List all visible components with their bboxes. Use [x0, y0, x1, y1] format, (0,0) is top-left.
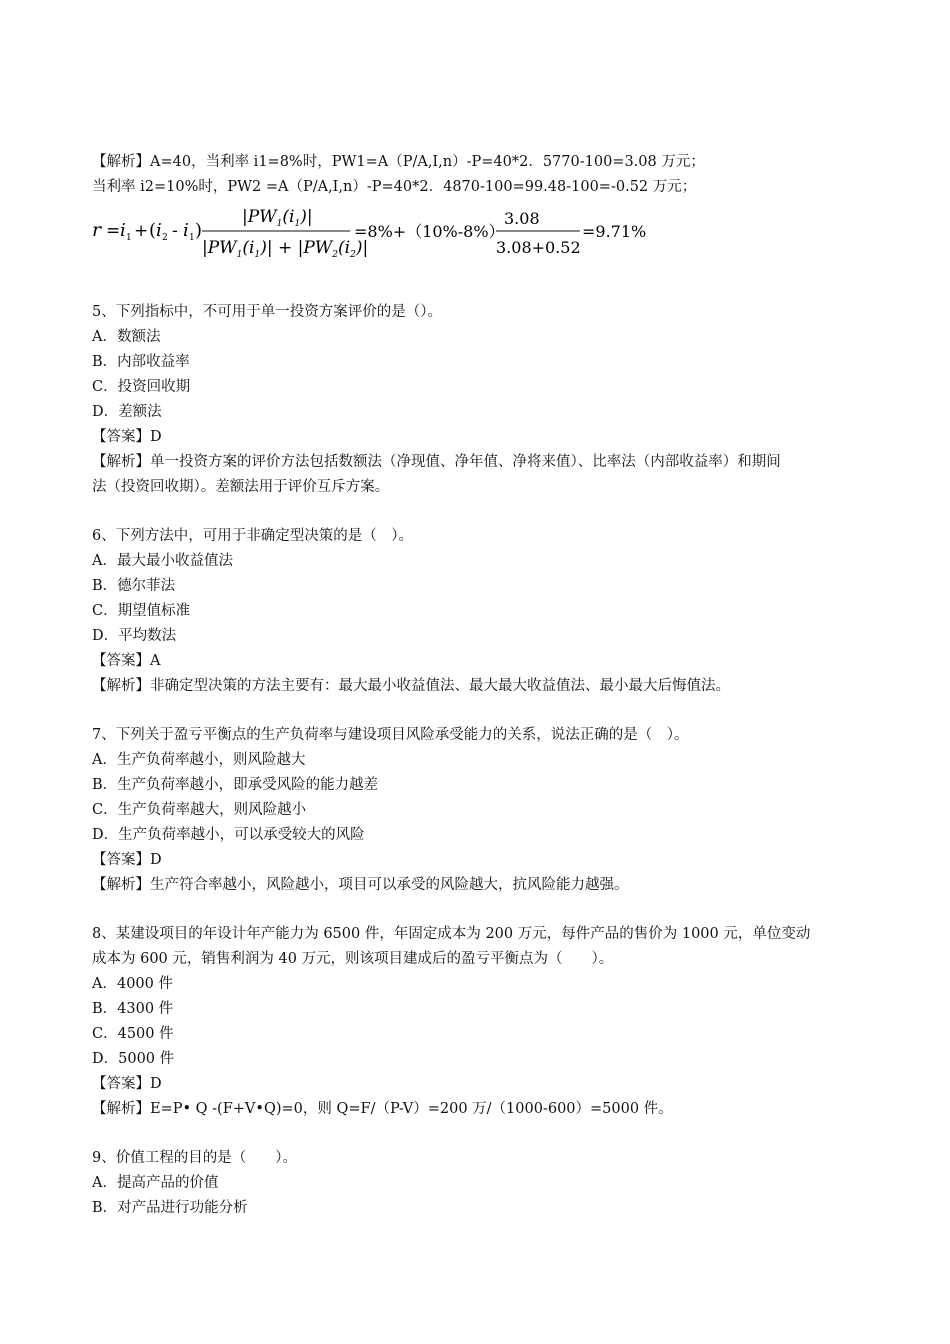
irr-formula — [92, 198, 712, 268]
question-6-option-c: C．期望值标准 — [92, 603, 191, 619]
formula-paren: ) — [195, 220, 203, 241]
question-8-option-a: A．4000 件 — [92, 976, 173, 992]
formula-i1: i — [120, 220, 126, 241]
question-5-option-a: A．数额法 — [92, 329, 161, 345]
question-9-option-a: A．提高产品的价值 — [92, 1175, 219, 1191]
question-7-analysis-1: 【解析】生产符合率越小，风险越小，项目可以承受的风险越大，抗风险能力越强。 — [92, 877, 629, 893]
question-7-option-d: D．生产负荷率越小，可以承受较大的风险 — [92, 827, 365, 843]
formula-i2: i — [156, 220, 162, 241]
question-6-answer: 【答案】A — [92, 653, 161, 669]
question-6-option-b: B．德尔菲法 — [92, 578, 176, 594]
question-8-stem-2: 成本为 600 元，销售利润为 40 万元，则该项目建成后的盈亏平衡点为（ ）。 — [92, 951, 614, 967]
question-5-stem: 5、下列指标中，不可用于单一投资方案评价的是（）。 — [92, 304, 442, 320]
question-5-analysis-1: 【解析】单一投资方案的评价方法包括数额法（净现值、净年值、净将来值）、比率法（内部收益率）和期间 — [92, 454, 781, 470]
question-5-answer: 【答案】D — [92, 429, 162, 445]
question-8-analysis-1: 【解析】E=P• Q -(F+V•Q)=0，则 Q=F/（P-V）=200 万/（1000-600）=5000 件。 — [92, 1101, 673, 1117]
question-7-option-c: C．生产负荷率越大，则风险越小 — [92, 802, 307, 818]
formula-r: r — [92, 219, 102, 241]
formula-pw-num: $|PW_1(i_1)|$ — [242, 207, 313, 229]
formula-frac-den: 3.08+0.52 — [496, 238, 581, 257]
formula-pw-den: $|PW_1(i_1)| + |PW_2(i_2)|$ — [202, 238, 369, 260]
question-5-analysis-2: 法（投资回收期）。差额法用于评价互斥方案。 — [92, 479, 390, 495]
question-8-stem-1: 8、某建设项目的年设计年产能力为 6500 件，年固定成本为 200 万元，每件产品的售价为 1000 元，单位变动 — [92, 926, 811, 942]
question-9-option-b: B．对产品进行功能分析 — [92, 1200, 248, 1216]
formula-mid: =8%+（10%-8%） — [354, 222, 505, 241]
formula-i1b: i — [183, 220, 189, 241]
question-5-option-b: B．内部收益率 — [92, 354, 190, 370]
question-8-option-c: C．4500 件 — [92, 1026, 174, 1042]
formula-eq: = — [106, 221, 121, 241]
question-8-option-d: D．5000 件 — [92, 1051, 175, 1067]
formula-paren: ( — [149, 220, 157, 241]
question-8-option-b: B．4300 件 — [92, 1001, 174, 1017]
question-7-option-b: B．生产负荷率越小，即承受风险的能力越差 — [92, 777, 379, 793]
question-6-stem: 6、下列方法中，可用于非确定型决策的是（ ）。 — [92, 528, 413, 544]
formula-sub: 1 — [126, 233, 132, 243]
formula-result: =9.71% — [582, 222, 647, 241]
question-7-stem: 7、下列关于盈亏平衡点的生产负荷率与建设项目风险承受能力的关系，说法正确的是（ ）。 — [92, 727, 689, 743]
formula-sub: 2 — [162, 233, 168, 243]
question-7-answer: 【答案】D — [92, 852, 162, 868]
question-5-option-c: C．投资回收期 — [92, 379, 191, 395]
formula-minus: - — [172, 221, 178, 241]
intro-line-1: 【解析】A=40，当利率 i1=8%时，PW1=A（P/A,I,n）-P=40*2．5770-100=3.08 万元； — [92, 154, 705, 170]
question-7-option-a: A．生产负荷率越小，则风险越大 — [92, 752, 306, 768]
formula-sub: 1 — [189, 233, 195, 243]
question-6-option-a: A．最大最小收益值法 — [92, 553, 233, 569]
question-5-option-d: D．差额法 — [92, 404, 162, 420]
question-9-stem: 9、价值工程的目的是（ ）。 — [92, 1150, 297, 1166]
question-6-analysis-1: 【解析】非确定型决策的方法主要有：最大最小收益值法、最大最大收益值法、最小最大后悔值法。 — [92, 678, 730, 694]
intro-line-2: 当利率 i2=10%时，PW2 =A（P/A,I,n）-P=40*2．4870-100=99.48-100=-0.52 万元； — [92, 179, 697, 195]
question-6-option-d: D．平均数法 — [92, 628, 177, 644]
question-8-answer: 【答案】D — [92, 1076, 162, 1092]
formula-frac-num: 3.08 — [504, 209, 540, 228]
formula-plus: + — [134, 221, 149, 241]
